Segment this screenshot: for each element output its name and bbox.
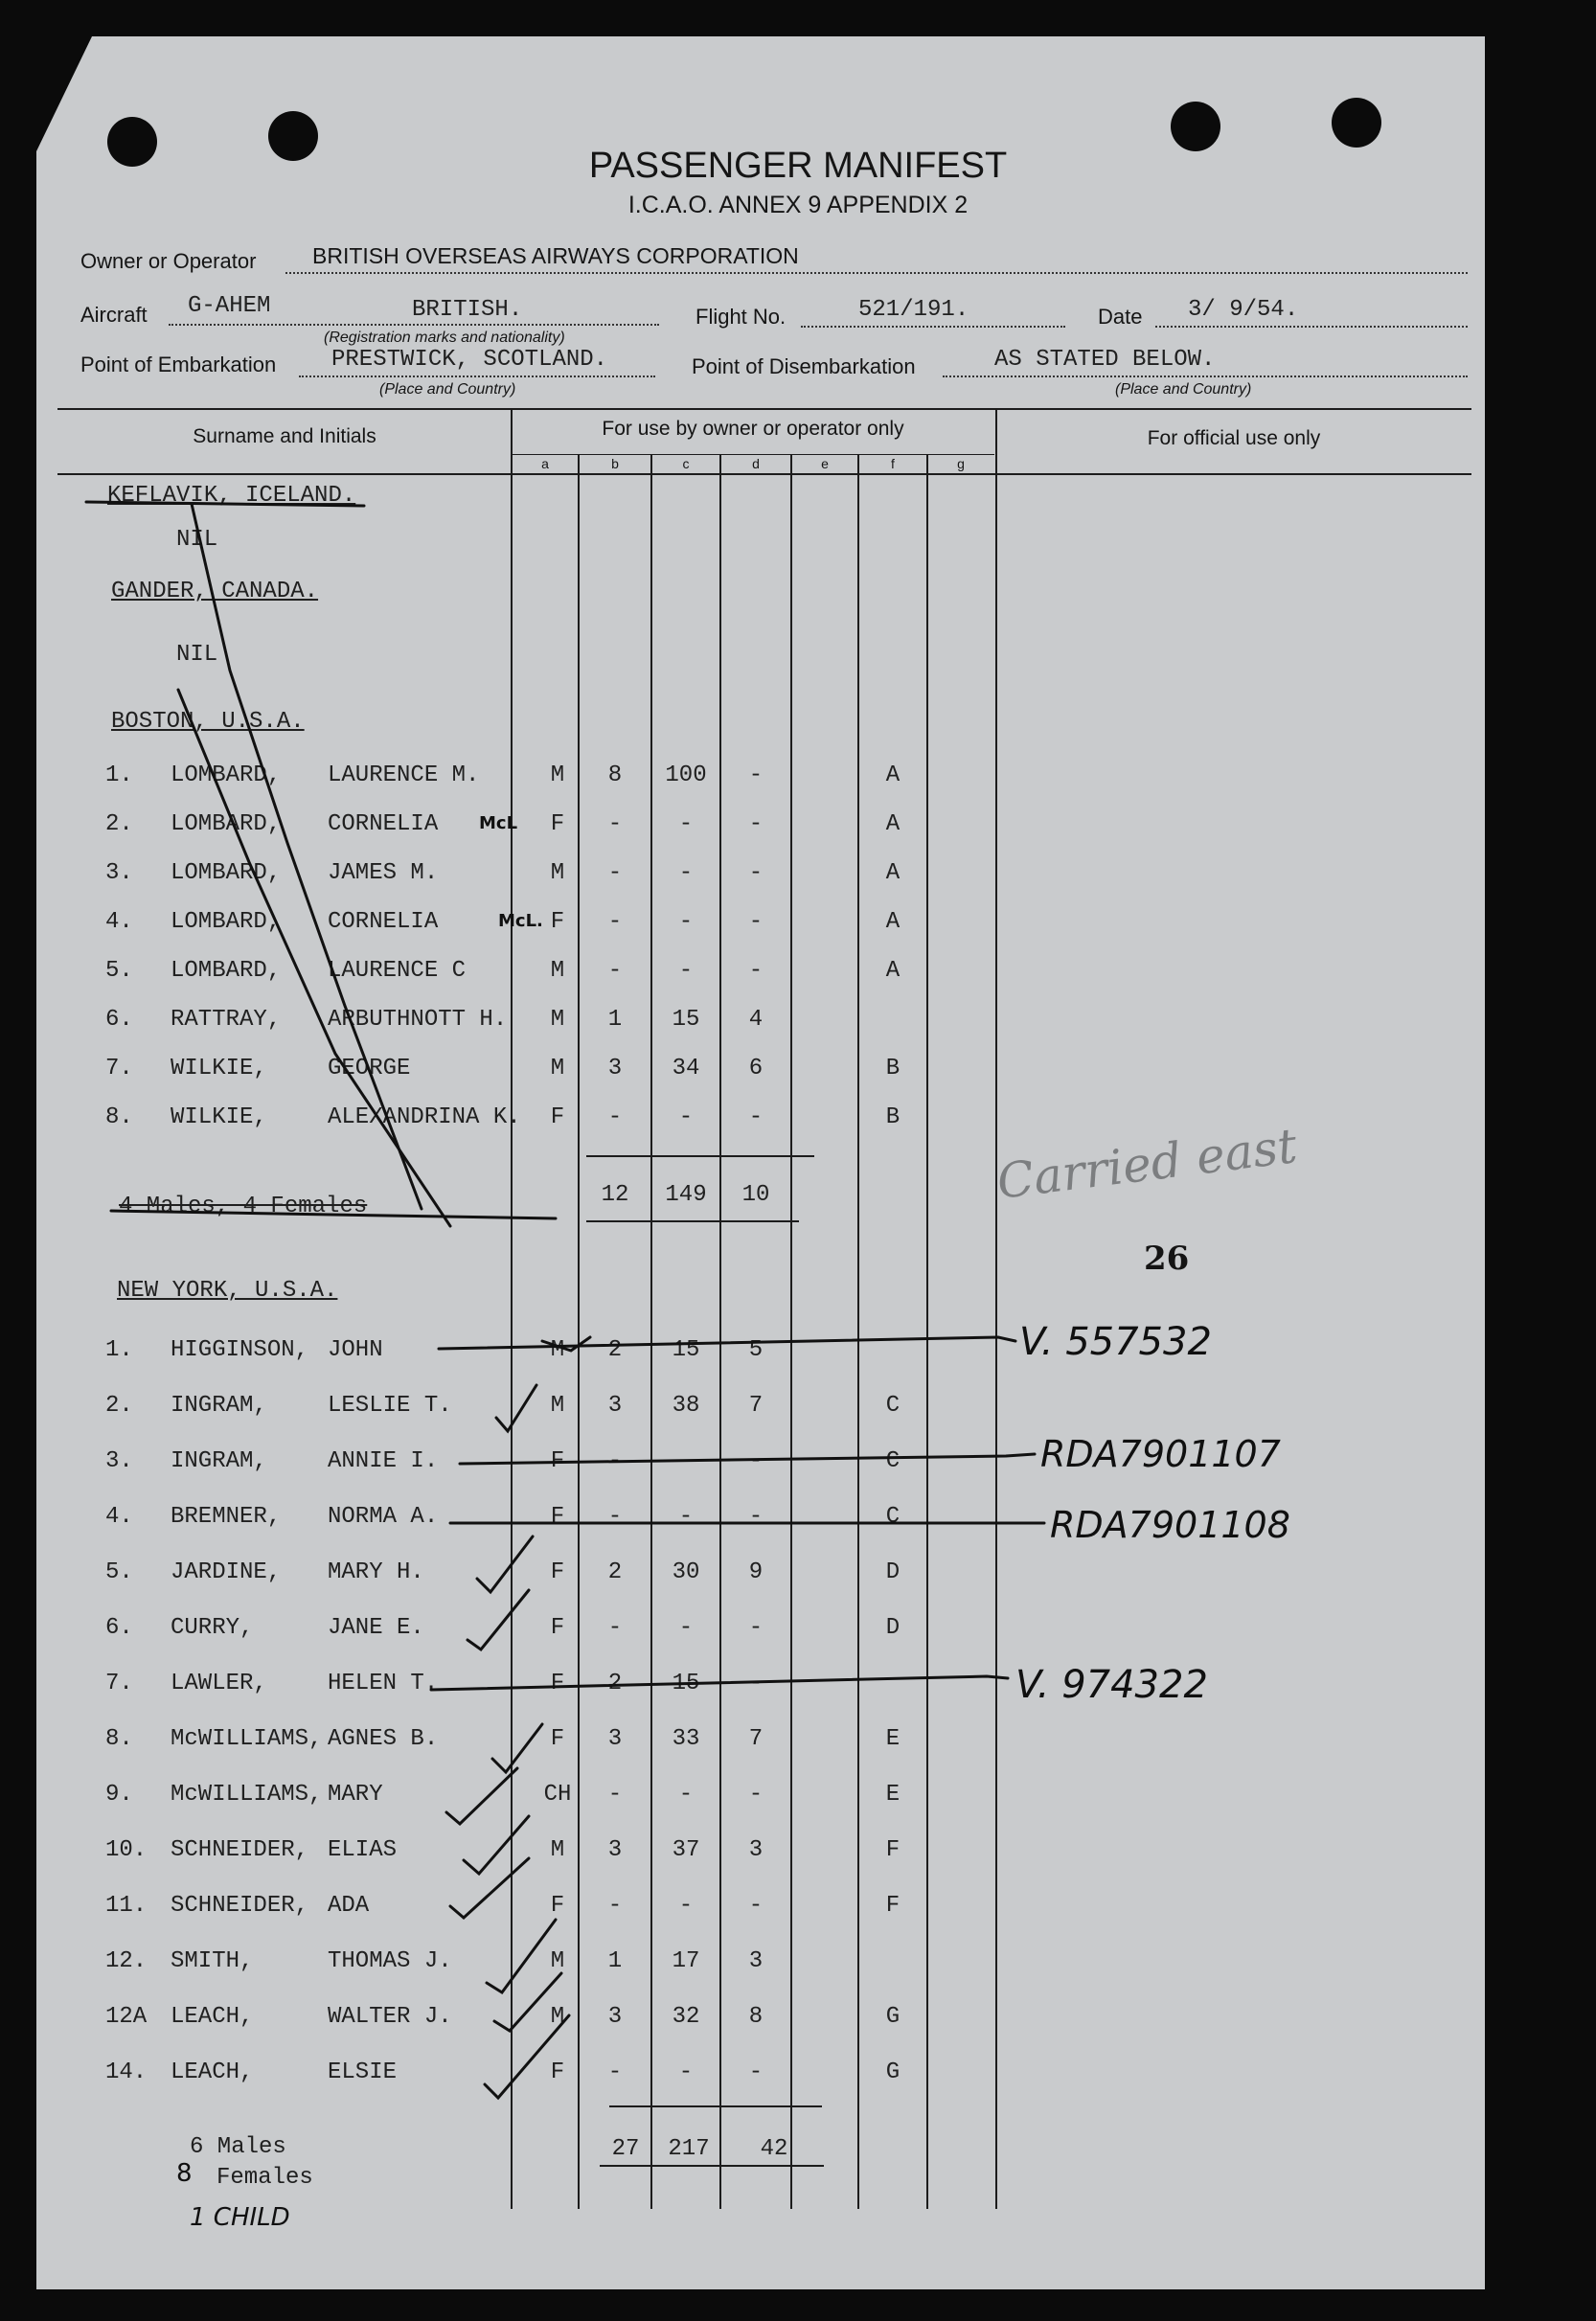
cell-d: - — [748, 1504, 764, 1530]
cell-no: 7. — [105, 1056, 133, 1081]
check-mark — [494, 1973, 561, 2031]
cell-c: - — [678, 1782, 694, 1808]
cell-d: - — [748, 1671, 764, 1696]
cell-d: 6 — [748, 1056, 764, 1081]
cell-sex: M — [550, 1948, 565, 1974]
page-title: PASSENGER MANIFEST — [588, 146, 1008, 186]
pencil-note: Carried east — [993, 1118, 1300, 1210]
col-official-header: For official use only — [1147, 427, 1321, 449]
cell-sex: F — [550, 1559, 565, 1585]
embarkation-value: PRESTWICK, SCOTLAND. — [331, 347, 608, 373]
cell-d: - — [748, 1893, 764, 1919]
cell-no: 12A — [105, 2004, 148, 2030]
cell-sex: M — [550, 958, 565, 984]
cell-b: - — [607, 1893, 623, 1919]
col-surname-header: Surname and Initials — [193, 425, 376, 447]
check-mark — [446, 1768, 517, 1824]
cell-c: - — [678, 811, 694, 837]
official-ref-2: RDA7901107 — [1040, 1433, 1281, 1475]
cell-sex: F — [550, 1893, 565, 1919]
embarkation-note: (Place and Country) — [379, 381, 516, 398]
cell-surname: WILKIE, — [171, 1056, 267, 1081]
cell-c: 38 — [672, 1393, 700, 1419]
cell-d: 8 — [748, 2004, 764, 2030]
link-line-1 — [439, 1337, 1015, 1349]
cell-c: - — [678, 958, 694, 984]
cell-f: F — [885, 1837, 901, 1863]
cell-surname: LOMBARD, — [171, 811, 282, 837]
aircraft-registration: G-AHEM — [188, 293, 271, 319]
cell-given: JOHN — [328, 1337, 383, 1363]
cell-given: JAMES M. — [328, 860, 439, 886]
cell-surname: SMITH, — [171, 1948, 254, 1974]
cell-c: - — [678, 1104, 694, 1130]
cell-surname: INGRAM, — [171, 1448, 267, 1474]
cell-b: - — [607, 1104, 623, 1130]
keflavik-nil: NIL — [176, 527, 218, 553]
cell-b: - — [607, 1782, 623, 1808]
cell-surname: LEACH, — [171, 2059, 254, 2085]
cell-no: 8. — [105, 1726, 133, 1752]
owner-value: BRITISH OVERSEAS AIRWAYS CORPORATION — [312, 243, 799, 268]
cell-sex: F — [550, 1504, 565, 1530]
cell-d: - — [748, 1104, 764, 1130]
cell-b: 2 — [607, 1337, 623, 1363]
cell-d: - — [748, 762, 764, 788]
cell-c: - — [678, 2059, 694, 2085]
cell-sex: CH — [543, 1782, 572, 1808]
subcol-c: c — [682, 456, 690, 471]
check-mark — [496, 1385, 536, 1431]
cell-no: 6. — [105, 1007, 133, 1033]
cell-no: 7. — [105, 1671, 133, 1696]
cell-b: 3 — [607, 1837, 623, 1863]
strike-keflavik — [86, 502, 364, 506]
cell-f: C — [885, 1504, 901, 1530]
handwritten-note: McL — [479, 813, 518, 833]
disembarkation-value: AS STATED BELOW. — [994, 347, 1216, 373]
ny-females: Females — [217, 2165, 313, 2191]
cell-sex: F — [550, 2059, 565, 2085]
cell-b: - — [607, 811, 623, 837]
cell-no: 5. — [105, 1559, 133, 1585]
official-ref-3: RDA7901108 — [1050, 1504, 1290, 1546]
embarkation-label: Point of Embarkation — [80, 353, 277, 376]
cell-sex: F — [550, 1726, 565, 1752]
link-line-4 — [431, 1676, 1008, 1690]
cell-f: B — [885, 1104, 901, 1130]
cell-given: HELEN T. — [328, 1671, 439, 1696]
cell-surname: RATTRAY, — [171, 1007, 282, 1033]
cell-sex: M — [550, 1007, 565, 1033]
col-operator-header: For use by owner or operator only — [602, 418, 904, 440]
cell-f: G — [885, 2004, 901, 2030]
cell-sex: M — [550, 1056, 565, 1081]
flight-label: Flight No. — [695, 305, 787, 329]
cell-surname: SCHNEIDER, — [171, 1837, 309, 1863]
cell-b: 3 — [607, 2004, 623, 2030]
subcol-f: f — [891, 456, 895, 471]
cell-no: 5. — [105, 958, 133, 984]
cell-sex: F — [550, 811, 565, 837]
cell-no: 9. — [105, 1782, 133, 1808]
cell-surname: LOMBARD, — [171, 860, 282, 886]
cell-no: 3. — [105, 1448, 133, 1474]
cell-c: 15 — [672, 1007, 700, 1033]
cross-out-stroke — [178, 690, 450, 1226]
official-ref-1: V. 557532 — [1019, 1320, 1212, 1364]
cell-given: ANNIE I. — [328, 1448, 439, 1474]
cell-d: 5 — [748, 1337, 764, 1363]
cell-b: 3 — [607, 1393, 623, 1419]
ny-total-b: 27 — [611, 2136, 640, 2162]
cell-given: CORNELIA — [328, 811, 439, 837]
flight-value: 521/191. — [858, 297, 969, 323]
cell-given: MARY H. — [328, 1559, 424, 1585]
cell-c: - — [678, 1448, 694, 1474]
cell-no: 8. — [105, 1104, 133, 1130]
cell-sex: M — [550, 860, 565, 886]
cell-b: - — [607, 860, 623, 886]
cell-c: 33 — [672, 1726, 700, 1752]
cell-d: - — [748, 958, 764, 984]
cell-given: MARY — [328, 1782, 383, 1808]
cell-no: 2. — [105, 1393, 133, 1419]
cell-given: THOMAS J. — [328, 1948, 452, 1974]
cell-c: - — [678, 1615, 694, 1641]
cell-given: ELSIE — [328, 2059, 398, 2085]
ny-child-note: 1 CHILD — [190, 2203, 290, 2232]
cell-given: LESLIE T. — [328, 1393, 452, 1419]
cell-surname: McWILLIAMS, — [171, 1782, 323, 1808]
section-gander: GANDER, CANADA. — [111, 579, 319, 604]
cell-f: A — [885, 860, 901, 886]
cell-f: E — [885, 1726, 901, 1752]
cell-sex: M — [550, 1393, 565, 1419]
cell-d: - — [748, 860, 764, 886]
cell-b: 2 — [607, 1671, 623, 1696]
cell-c: - — [678, 909, 694, 935]
cell-f: C — [885, 1448, 901, 1474]
cell-no: 4. — [105, 1504, 133, 1530]
cell-c: 37 — [672, 1837, 700, 1863]
cell-given: CORNELIA — [328, 909, 439, 935]
cell-given: NORMA A. — [328, 1504, 439, 1530]
cell-surname: LAWLER, — [171, 1671, 267, 1696]
cell-d: 7 — [748, 1726, 764, 1752]
cell-given: WALTER J. — [328, 2004, 452, 2030]
ny-total-c: 217 — [668, 2136, 710, 2162]
cell-f: C — [885, 1393, 901, 1419]
cell-surname: INGRAM, — [171, 1393, 267, 1419]
cell-sex: F — [550, 1104, 565, 1130]
cell-sex: M — [550, 1837, 565, 1863]
disembarkation-note: (Place and Country) — [1115, 381, 1252, 398]
cell-given: JANE E. — [328, 1615, 424, 1641]
cell-given: ADA — [328, 1893, 370, 1919]
cell-d: - — [748, 1782, 764, 1808]
subcol-e: e — [821, 456, 829, 471]
cell-c: 34 — [672, 1056, 700, 1081]
cell-surname: LOMBARD, — [171, 958, 282, 984]
cell-b: 2 — [607, 1559, 623, 1585]
cell-given: LAURENCE M. — [328, 762, 480, 788]
cell-f: A — [885, 958, 901, 984]
cell-no: 6. — [105, 1615, 133, 1641]
cell-no: 4. — [105, 909, 133, 935]
cell-surname: BREMNER, — [171, 1504, 282, 1530]
cell-d: 3 — [748, 1837, 764, 1863]
cell-d: 4 — [748, 1007, 764, 1033]
cell-c: 17 — [672, 1948, 700, 1974]
owner-label: Owner or Operator — [80, 249, 257, 273]
handwritten-note: McL. — [498, 911, 543, 931]
cell-no: 11. — [105, 1893, 148, 1919]
cell-surname: WILKIE, — [171, 1104, 267, 1130]
cell-no: 10. — [105, 1837, 148, 1863]
check-mark — [467, 1590, 529, 1650]
cell-b: 1 — [607, 1948, 623, 1974]
cell-no: 12. — [105, 1948, 148, 1974]
cell-f: A — [885, 909, 901, 935]
cell-sex: M — [550, 1337, 565, 1363]
cell-c: - — [678, 1893, 694, 1919]
cell-c: 15 — [672, 1337, 700, 1363]
check-mark — [464, 1816, 529, 1874]
cell-b: 3 — [607, 1056, 623, 1081]
cell-surname: CURRY, — [171, 1615, 254, 1641]
date-value: 3/ 9/54. — [1188, 297, 1299, 323]
cell-f: F — [885, 1893, 901, 1919]
cell-no: 1. — [105, 1337, 133, 1363]
boston-total-c: 149 — [665, 1182, 707, 1208]
cell-surname: HIGGINSON, — [171, 1337, 309, 1363]
cell-surname: McWILLIAMS, — [171, 1726, 323, 1752]
check-mark — [542, 1337, 590, 1351]
cell-d: 7 — [748, 1393, 764, 1419]
cell-f: D — [885, 1615, 901, 1641]
cell-b: - — [607, 2059, 623, 2085]
cell-d: - — [748, 1448, 764, 1474]
aircraft-nationality: BRITISH. — [412, 297, 523, 323]
cell-sex: F — [550, 1448, 565, 1474]
cell-b: - — [607, 909, 623, 935]
cell-given: LAURENCE C — [328, 958, 467, 984]
ny-males: 6 Males — [190, 2134, 286, 2160]
boston-total-d: 10 — [741, 1182, 770, 1208]
cell-given: GEORGE — [328, 1056, 411, 1081]
cell-c: 32 — [672, 2004, 700, 2030]
cell-c: 15 — [672, 1671, 700, 1696]
cell-f: A — [885, 762, 901, 788]
cell-c: 100 — [665, 762, 707, 788]
cell-b: 1 — [607, 1007, 623, 1033]
disembarkation-label: Point of Disembarkation — [692, 354, 916, 378]
section-boston: BOSTON, U.S.A. — [111, 709, 305, 735]
cell-c: - — [678, 860, 694, 886]
cell-b: 8 — [607, 762, 623, 788]
cell-surname: LOMBARD, — [171, 762, 282, 788]
cell-no: 2. — [105, 811, 133, 837]
cell-f: A — [885, 811, 901, 837]
check-mark — [492, 1724, 542, 1772]
cell-d: 9 — [748, 1559, 764, 1585]
cell-d: - — [748, 909, 764, 935]
cell-b: 3 — [607, 1726, 623, 1752]
cell-surname: SCHNEIDER, — [171, 1893, 309, 1919]
subcol-b: b — [611, 456, 619, 471]
cell-d: - — [748, 2059, 764, 2085]
link-line-2 — [460, 1454, 1035, 1464]
cell-given: AGNES B. — [328, 1726, 439, 1752]
boston-summary: 4 Males, 4 Females — [119, 1194, 368, 1219]
cell-b: - — [607, 1504, 623, 1530]
subcol-g: g — [957, 456, 965, 471]
cell-f: E — [885, 1782, 901, 1808]
official-count: 26 — [1144, 1240, 1190, 1278]
cell-f: D — [885, 1559, 901, 1585]
cell-no: 3. — [105, 860, 133, 886]
cell-b: - — [607, 1448, 623, 1474]
cell-given: ELIAS — [328, 1837, 398, 1863]
official-ref-4: V. 974322 — [1015, 1663, 1208, 1707]
strike-summary — [111, 1211, 556, 1218]
cell-b: - — [607, 1615, 623, 1641]
ny-females-count: 8 — [176, 2159, 193, 2188]
check-mark — [477, 1536, 533, 1592]
cell-surname: LEACH, — [171, 2004, 254, 2030]
gander-nil: NIL — [176, 642, 218, 668]
cross-out-stroke — [192, 504, 422, 1209]
cell-f: B — [885, 1056, 901, 1081]
boston-total-b: 12 — [601, 1182, 629, 1208]
cell-sex: M — [550, 762, 565, 788]
cell-surname: LOMBARD, — [171, 909, 282, 935]
section-keflavik: KEFLAVIK, ICELAND. — [107, 483, 356, 509]
subcol-d: d — [752, 456, 760, 471]
check-mark — [450, 1858, 529, 1918]
cell-sex: F — [550, 1671, 565, 1696]
cell-given: ALEXANDRINA K. — [328, 1104, 521, 1130]
cell-f: G — [885, 2059, 901, 2085]
subcol-a: a — [541, 456, 549, 471]
check-mark — [485, 2015, 569, 2098]
cell-b: - — [607, 958, 623, 984]
cell-d: - — [748, 811, 764, 837]
date-label: Date — [1098, 305, 1143, 329]
cell-no: 1. — [105, 762, 133, 788]
cell-d: - — [748, 1615, 764, 1641]
check-mark — [487, 1920, 556, 1992]
cell-given: ARBUTHNOTT H. — [328, 1007, 508, 1033]
cell-sex: F — [550, 909, 565, 935]
cell-c: - — [678, 1504, 694, 1530]
cell-sex: M — [550, 2004, 565, 2030]
cell-sex: F — [550, 1615, 565, 1641]
cell-no: 14. — [105, 2059, 148, 2085]
cell-c: 30 — [672, 1559, 700, 1585]
cell-surname: JARDINE, — [171, 1559, 282, 1585]
section-newyork: NEW YORK, U.S.A. — [117, 1278, 338, 1304]
cell-d: 3 — [748, 1948, 764, 1974]
aircraft-label: Aircraft — [80, 303, 148, 327]
page-subtitle: I.C.A.O. ANNEX 9 APPENDIX 2 — [627, 192, 969, 218]
aircraft-note: (Registration marks and nationality) — [324, 330, 565, 346]
ny-total-d: 42 — [760, 2136, 788, 2162]
